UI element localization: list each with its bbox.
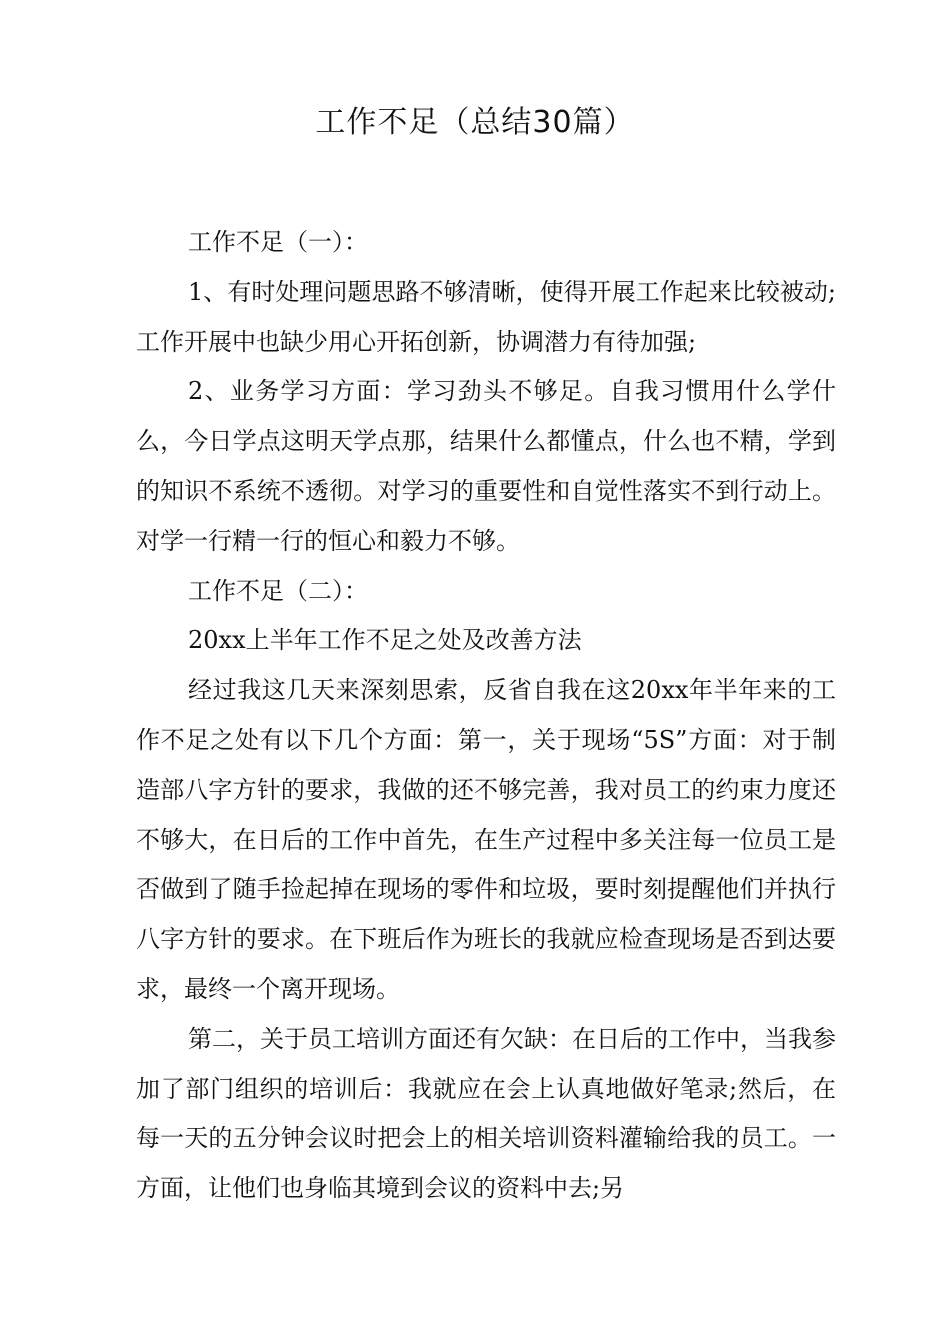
document-title: 工作不足（总结30篇） [315, 105, 635, 140]
paragraph-subtitle: 20xx上半年工作不足之处及改善方法 [188, 626, 582, 655]
paragraph-training: 第二，关于员工培训方面还有欠缺：在日后的工作中，当我参加了部门组织的培训后：我就应在会上认真地做好笔录;然后，在每一天的五分钟会议时把会上的相关培训资料灌输给我的员工。一方面，让他们也身临其境到会议的资料中去;另 [136, 1024, 836, 1203]
paragraph-section-two-heading: 工作不足（二）： [188, 576, 368, 605]
paragraph-reflection: 经过我这几天来深刻思索，反省自我在这20xx年半年来的工作不足之处有以下几个方面：第一，关于现场“5S”方面：对于制造部八字方针的要求，我做的还不够完善，我对员工的约束力度还不够大，在日后的工作中首先，在生产过程中多关注每一位员工是否做到了随手捡起掉在现场的零件和垃圾，要时刻提醒他们并执行八字方针的要求。在下班后作为班长的我就应检查现场是否到达要求，最终一个离开现场。 [136, 676, 836, 1003]
paragraph-section-one-heading: 工作不足（一）： [188, 228, 368, 256]
paragraph-item-one: 1、有时处理问题思路不够清晰，使得开展工作起来比较被动;工作开展中也缺少用心开拓创新，协调潜力有待加强; [136, 277, 836, 356]
paragraph-item-two: 2、业务学习方面：学习劲头不够足。自我习惯用什么学什么，今日学点这明天学点那，结果什么都懂点，什么也不精，学到的知识不系统不透彻。对学习的重要性和自觉性落实不到行动上。对学一行精一行的恒心和毅力不够。 [136, 377, 836, 555]
document-body [136, 218, 836, 1214]
